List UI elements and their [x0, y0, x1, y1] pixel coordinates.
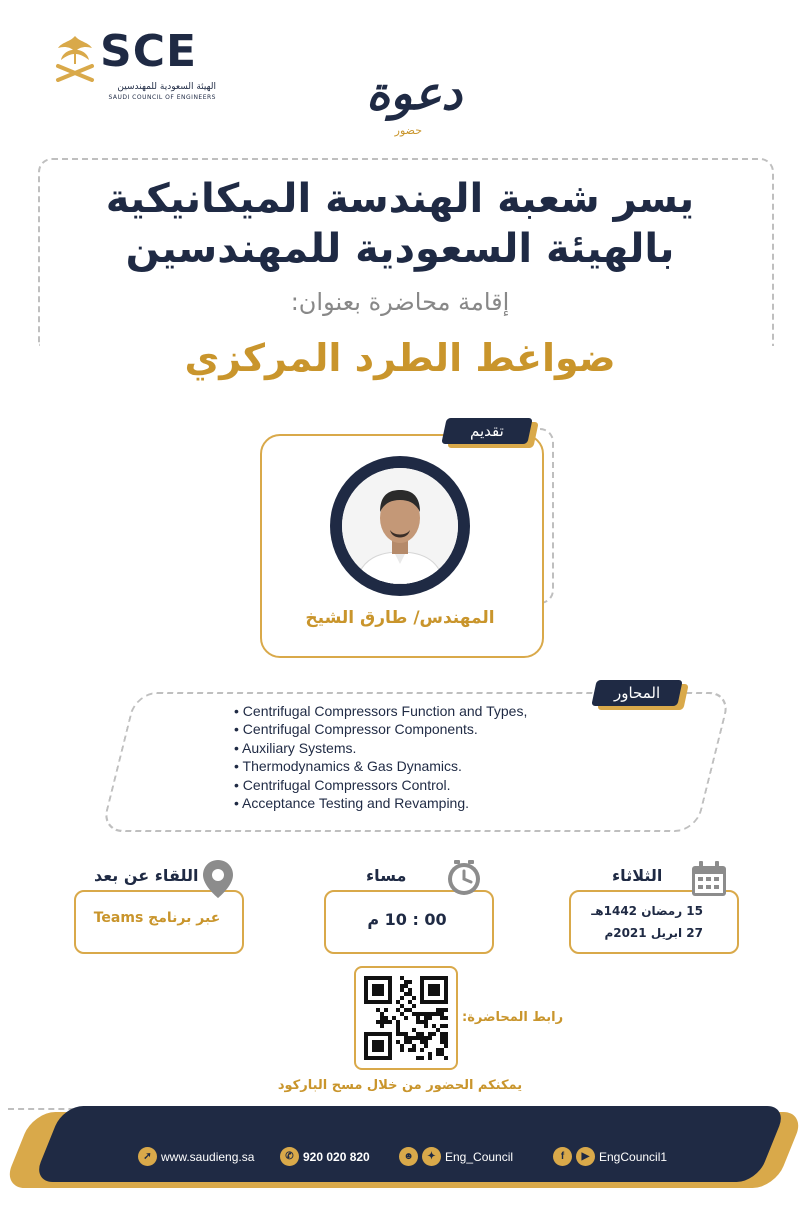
invite-heading	[352, 66, 462, 146]
footer-phone-text: 920 020 820	[303, 1149, 370, 1164]
presenter-name: المهندس/ طارق الشيخ	[305, 608, 495, 628]
twitter-icon: ✦	[422, 1147, 441, 1166]
date-gregorian: 27 ابريل 2021م	[604, 926, 703, 940]
topic-item: • Centrifugal Compressors Function and Types,	[234, 703, 528, 719]
time-value: 00 : 10 م	[367, 910, 447, 929]
footer-website[interactable]	[138, 1147, 254, 1166]
person-photo-icon	[342, 468, 458, 584]
headline-line2: بالهيئة السعودية للمهندسين	[125, 226, 675, 272]
palm-swords-icon	[52, 32, 98, 82]
clock-icon	[444, 858, 484, 898]
logo-arabic-name: الهيئة السعودية للمهندسين	[117, 82, 216, 92]
qr-note: يمكنكم الحضور من خلال مسح الباركود	[277, 1078, 523, 1093]
location-pin-icon	[200, 858, 236, 900]
qr-code[interactable]	[354, 966, 458, 1070]
qr-label: رابط المحاضرة:	[462, 1010, 564, 1025]
footer-social-2[interactable]	[553, 1147, 667, 1166]
footer-social-1[interactable]	[399, 1147, 513, 1166]
date-box	[569, 890, 739, 954]
youtube-icon: ▶	[576, 1147, 595, 1166]
headline-line1: يسر شعبة الهندسة الميكانيكية	[105, 176, 695, 222]
topic-item: • Auxiliary Systems.	[234, 739, 357, 756]
topic-item: • Centrifugal Compressor Components.	[234, 721, 478, 738]
topic-item: • Centrifugal Compressors Control.	[234, 776, 451, 793]
date-label: الثلاثاء	[612, 866, 663, 885]
qr-code-icon	[364, 976, 448, 1060]
footer-bar	[33, 1106, 788, 1182]
presenter-tag-label: تقديم	[470, 422, 504, 440]
headline-intro: إقامة محاضرة بعنوان:	[290, 288, 510, 316]
snapchat-icon: ☻	[399, 1147, 418, 1166]
facebook-icon: f	[553, 1147, 572, 1166]
topic-item: • Thermodynamics & Gas Dynamics.	[234, 758, 462, 775]
footer-phone[interactable]	[280, 1147, 370, 1166]
topics-tag-label: المحاور	[613, 684, 661, 702]
logo-english-name: SAUDI COUNCIL OF ENGINEERS	[108, 94, 216, 101]
lecture-title: ضواغط الطرد المركزي	[184, 336, 616, 380]
footer-website-text: www.saudieng.sa	[161, 1149, 255, 1164]
invite-subtitle: حضور	[394, 124, 422, 137]
date-hijri: 15 رمضان 1442هـ	[591, 904, 703, 918]
location-value: عبر برنامج Teams	[93, 910, 221, 926]
phone-icon: ✆	[280, 1147, 299, 1166]
presenter-tag	[441, 418, 533, 444]
location-label: اللقاء عن بعد	[94, 866, 199, 885]
invite-script: دعوة	[366, 66, 462, 120]
time-label: مساء	[366, 866, 407, 885]
cursor-click-icon: ➚	[138, 1147, 157, 1166]
footer-handle1-text: Eng_Council	[445, 1149, 514, 1164]
presenter-avatar	[342, 468, 458, 584]
logo-wordmark: SCE	[100, 26, 198, 77]
topic-item: • Acceptance Testing and Revamping.	[234, 795, 470, 812]
footer-handle2-text: EngCouncil1	[599, 1149, 668, 1164]
topics-list	[234, 702, 634, 812]
sce-logo	[52, 26, 222, 102]
calendar-icon	[690, 860, 728, 898]
